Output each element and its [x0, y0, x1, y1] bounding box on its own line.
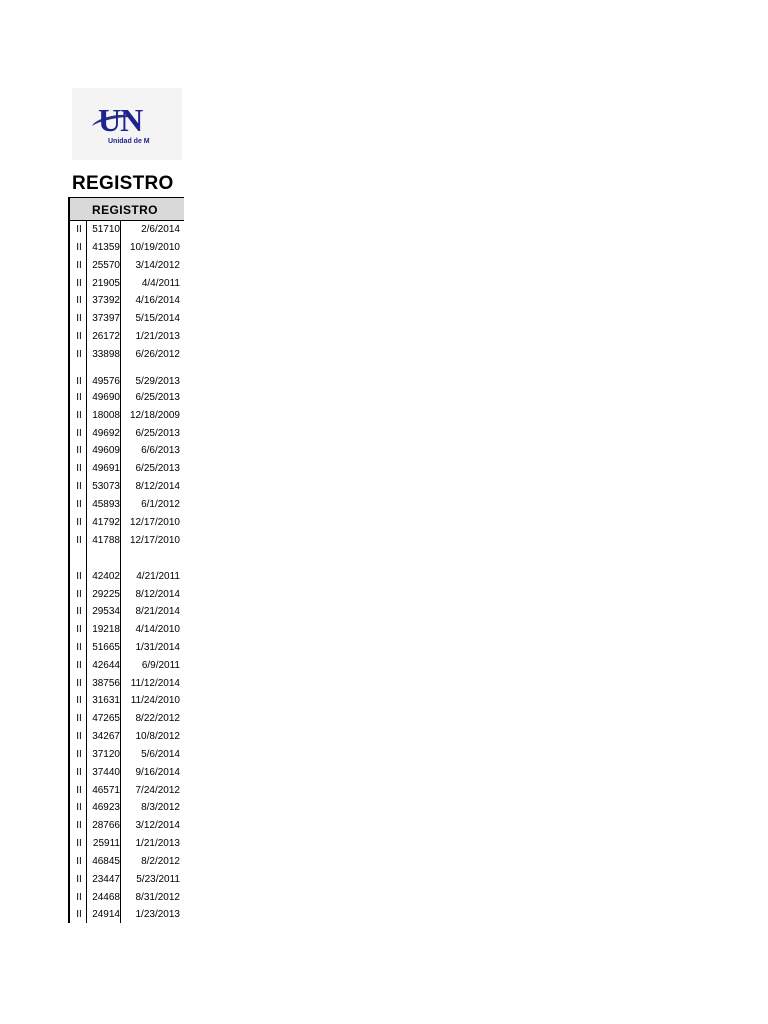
row-number-cell: 25570	[92, 260, 120, 271]
row-number-cell: 41359	[92, 242, 120, 253]
row-date-cell: 6/25/2013	[135, 428, 180, 439]
row-type-cell: II	[76, 224, 82, 235]
row-date-cell: 8/2/2012	[141, 856, 180, 867]
row-date-cell: 3/14/2012	[135, 260, 180, 271]
row-date-cell: 12/18/2009	[129, 410, 180, 421]
row-number-cell: 26172	[92, 331, 120, 342]
row-number-cell: 51710	[92, 224, 120, 235]
row-date-cell: 11/12/2014	[130, 678, 180, 689]
table-row	[70, 257, 184, 275]
row-type-cell: II	[76, 606, 82, 617]
row-date-cell: 5/29/2013	[135, 376, 180, 387]
row-number-cell: 37120	[92, 749, 120, 760]
row-date-cell: 10/8/2012	[135, 731, 180, 742]
row-type-cell: II	[76, 909, 82, 920]
row-type-cell: II	[76, 410, 82, 421]
row-number-cell: 37392	[92, 295, 120, 306]
row-number-cell: 47265	[92, 713, 120, 724]
row-type-cell: II	[76, 660, 82, 671]
row-number-cell: 49692	[92, 428, 120, 439]
row-number-cell: 41788	[92, 535, 120, 546]
row-type-cell: II	[76, 713, 82, 724]
row-type-cell: II	[76, 535, 82, 546]
table-row	[70, 889, 184, 907]
row-date-cell: 1/31/2014	[135, 642, 180, 653]
row-type-cell: II	[76, 571, 82, 582]
row-number-cell: 46923	[92, 802, 120, 813]
row-date-cell: 9/16/2014	[135, 767, 180, 778]
table-row	[70, 478, 184, 496]
row-number-cell: 29225	[92, 589, 120, 600]
row-number-cell: 49690	[92, 392, 120, 403]
table-row	[70, 764, 184, 782]
row-type-cell: II	[76, 624, 82, 635]
row-type-cell: II	[76, 589, 82, 600]
row-number-cell: 51665	[92, 642, 120, 653]
row-type-cell: II	[76, 278, 82, 289]
row-type-cell: II	[76, 642, 82, 653]
row-type-cell: II	[76, 749, 82, 760]
row-number-cell: 21905	[92, 278, 120, 289]
table-row	[70, 675, 184, 693]
row-date-cell: 1/21/2013	[135, 331, 180, 342]
table-row	[70, 639, 184, 657]
row-date-cell: 8/21/2014	[135, 606, 180, 617]
row-type-cell: II	[76, 678, 82, 689]
row-date-cell: 6/25/2013	[135, 463, 180, 474]
row-number-cell: 25911	[92, 838, 120, 849]
row-date-cell: 12/17/2010	[129, 517, 180, 528]
registro-table	[68, 197, 184, 923]
table-row	[70, 532, 184, 550]
row-date-cell: 5/6/2014	[141, 749, 180, 760]
table-row	[70, 442, 184, 460]
row-number-cell: 19218	[92, 624, 120, 635]
table-row	[70, 871, 184, 889]
logo-text: UN	[98, 102, 143, 138]
row-number-cell: 28766	[92, 820, 120, 831]
row-type-cell: II	[76, 295, 82, 306]
row-date-cell: 8/31/2012	[135, 892, 180, 903]
row-number-cell: 29534	[92, 606, 120, 617]
row-type-cell: II	[76, 499, 82, 510]
row-number-cell: 49691	[92, 463, 120, 474]
table-row	[70, 692, 184, 710]
row-type-cell: II	[76, 445, 82, 456]
row-type-cell: II	[76, 856, 82, 867]
row-number-cell: 37440	[92, 767, 120, 778]
row-number-cell: 34267	[92, 731, 120, 742]
table-row	[70, 746, 184, 764]
row-number-cell: 18008	[92, 410, 120, 421]
row-date-cell: 6/26/2012	[135, 349, 180, 360]
table-row	[70, 407, 184, 425]
row-number-cell: 42402	[92, 571, 120, 582]
row-date-cell: 12/17/2010	[129, 535, 180, 546]
row-type-cell: II	[76, 313, 82, 324]
row-type-cell: II	[76, 242, 82, 253]
row-date-cell: 4/21/2011	[136, 571, 180, 582]
row-number-cell: 31631	[92, 695, 120, 706]
row-date-cell: 6/9/2011	[141, 660, 180, 671]
row-number-cell: 24914	[92, 909, 120, 920]
logo-subtitle: Unidad de M	[108, 138, 150, 145]
row-type-cell: II	[76, 820, 82, 831]
table-row	[70, 460, 184, 478]
row-date-cell: 1/23/2013	[135, 909, 180, 920]
row-date-cell: 7/24/2012	[135, 785, 180, 796]
row-date-cell: 6/1/2012	[141, 499, 180, 510]
row-date-cell: 2/6/2014	[141, 224, 180, 235]
row-type-cell: II	[76, 428, 82, 439]
table-row	[70, 346, 184, 364]
table-row	[70, 817, 184, 835]
row-type-cell: II	[76, 331, 82, 342]
row-type-cell: II	[76, 767, 82, 778]
row-number-cell: 45893	[92, 499, 120, 510]
table-row	[70, 657, 184, 675]
row-date-cell: 8/12/2014	[135, 481, 180, 492]
row-number-cell: 46845	[92, 856, 120, 867]
row-type-cell: II	[76, 892, 82, 903]
row-date-cell: 4/16/2014	[135, 295, 180, 306]
table-row	[70, 389, 184, 407]
row-number-cell: 23447	[92, 874, 120, 885]
row-date-cell: 8/22/2012	[135, 713, 180, 724]
table-row	[70, 239, 184, 257]
row-number-cell: 42644	[92, 660, 120, 671]
row-type-cell: II	[76, 802, 82, 813]
table-row	[70, 496, 184, 514]
row-date-cell: 5/23/2011	[136, 874, 180, 885]
row-type-cell: II	[76, 392, 82, 403]
row-type-cell: II	[76, 517, 82, 528]
row-date-cell: 8/12/2014	[135, 589, 180, 600]
row-number-cell: 49576	[92, 376, 120, 387]
row-date-cell: 11/24/2010	[130, 695, 180, 706]
table-row	[70, 568, 184, 586]
table-row	[70, 586, 184, 604]
row-number-cell: 24468	[92, 892, 120, 903]
row-type-cell: II	[76, 376, 82, 387]
row-date-cell: 8/3/2012	[141, 802, 180, 813]
row-type-cell: II	[76, 260, 82, 271]
table-row	[70, 514, 184, 532]
table-row	[70, 710, 184, 728]
row-date-cell: 4/14/2010	[135, 624, 180, 635]
row-type-cell: II	[76, 731, 82, 742]
table-row	[70, 221, 184, 239]
row-number-cell: 46571	[92, 785, 120, 796]
row-number-cell: 33898	[92, 349, 120, 360]
page-title: REGISTRO	[72, 173, 174, 194]
row-number-cell: 53073	[92, 481, 120, 492]
row-type-cell: II	[76, 838, 82, 849]
table-row	[70, 835, 184, 853]
row-number-cell: 38756	[92, 678, 120, 689]
table-row	[70, 799, 184, 817]
row-number-cell: 41792	[92, 517, 120, 528]
row-type-cell: II	[76, 349, 82, 360]
table-row	[70, 853, 184, 871]
row-date-cell: 10/19/2010	[129, 242, 180, 253]
row-date-cell: 6/25/2013	[135, 392, 180, 403]
row-date-cell: 5/15/2014	[135, 313, 180, 324]
row-type-cell: II	[76, 874, 82, 885]
table-row	[70, 275, 184, 293]
table-row	[70, 328, 184, 346]
table-row	[70, 621, 184, 639]
table-row	[70, 603, 184, 621]
logo	[72, 88, 182, 160]
table-row	[70, 728, 184, 746]
table-row	[70, 906, 184, 923]
table-row	[70, 425, 184, 443]
row-type-cell: II	[76, 785, 82, 796]
row-number-cell: 49609	[92, 445, 120, 456]
row-date-cell: 1/21/2013	[135, 838, 180, 849]
row-type-cell: II	[76, 695, 82, 706]
table-row	[70, 310, 184, 328]
row-type-cell: II	[76, 481, 82, 492]
row-type-cell: II	[76, 463, 82, 474]
table-header: REGISTRO	[70, 197, 184, 221]
row-date-cell: 6/6/2013	[141, 445, 180, 456]
row-date-cell: 4/4/2011	[141, 278, 180, 289]
table-row	[70, 782, 184, 800]
row-date-cell: 3/12/2014	[135, 820, 180, 831]
row-number-cell: 37397	[92, 313, 120, 324]
table-row	[70, 292, 184, 310]
